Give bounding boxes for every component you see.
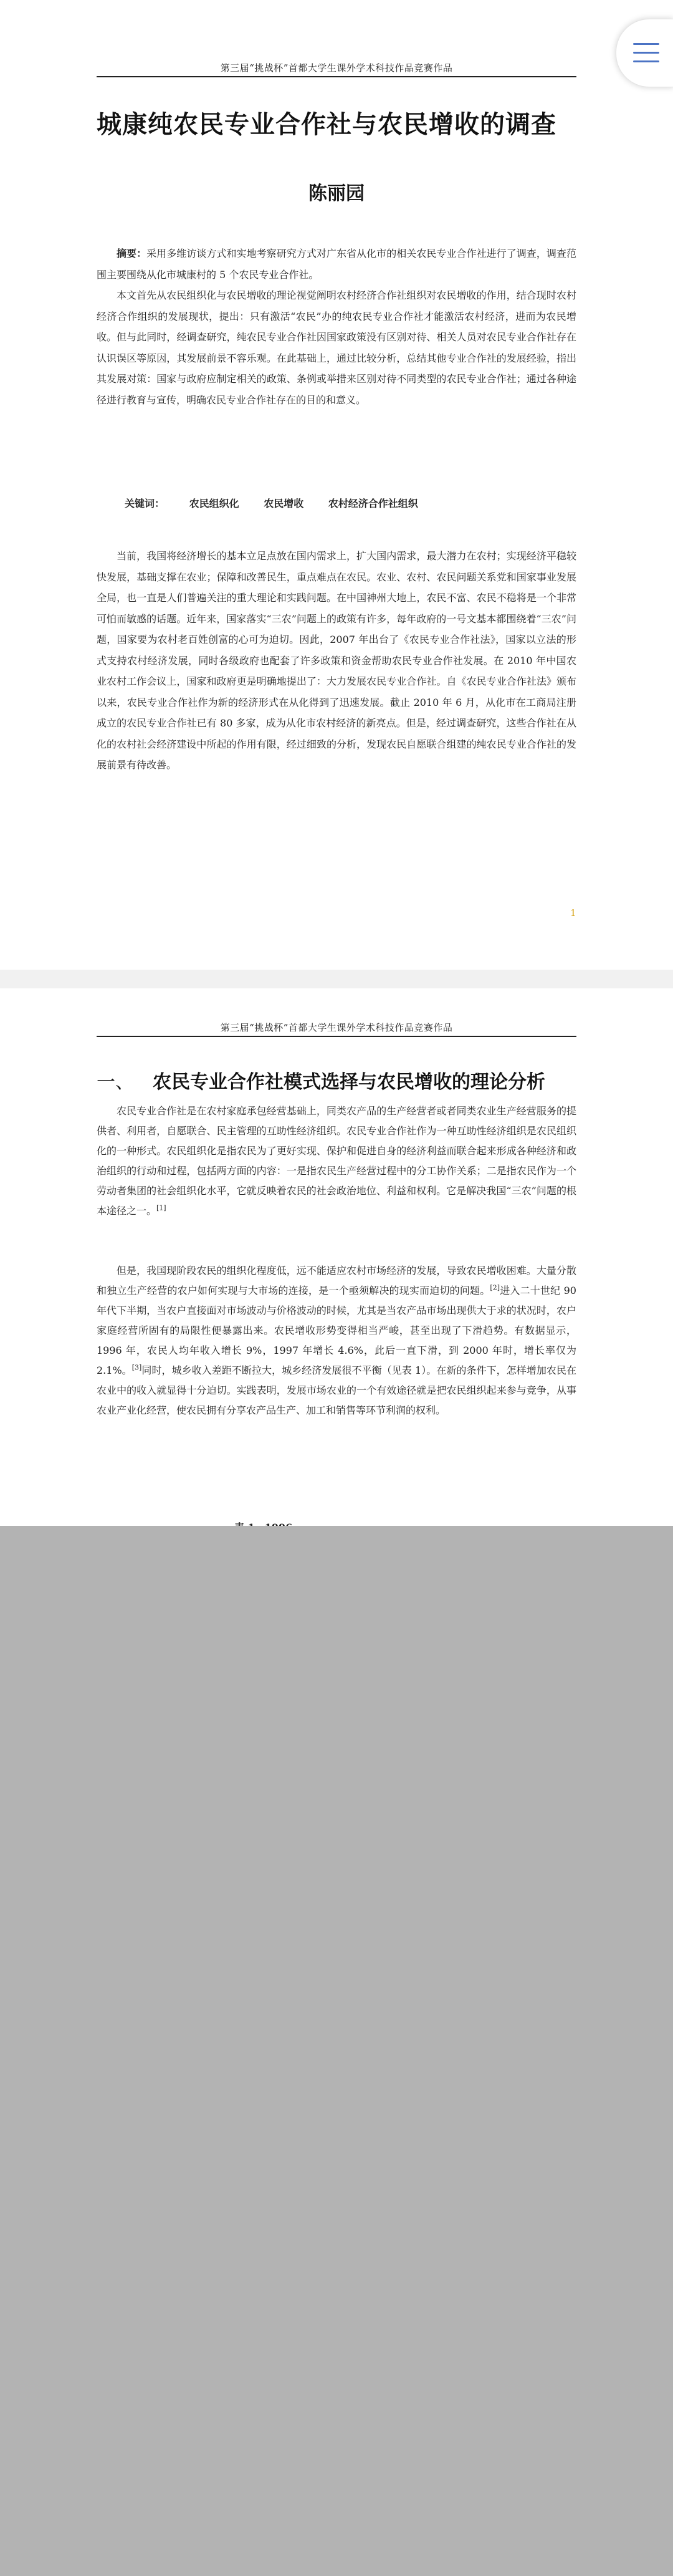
- keyword-item: 农村经济合作社组织: [328, 498, 418, 509]
- section-paragraph-text: 但是，我国现阶段农民的组织化程度低，远不能适应农村市场经济的发展，导致农民增收困难。大量分散和独立生产经营的农户如何实现与大市场的连接，是一个亟须解决的现实而迫切的问题。: [97, 1265, 576, 1296]
- abstract-label: 摘要：: [117, 248, 147, 259]
- unloaded-area: [0, 1526, 673, 2576]
- hamburger-menu-icon: [633, 43, 659, 63]
- section-paragraph: [97, 1101, 576, 1221]
- page-number: 1: [570, 907, 576, 919]
- abstract-paragraph: [97, 243, 576, 285]
- keyword-item: 农民组织化: [189, 498, 239, 509]
- citation-ref[interactable]: [1]: [156, 1204, 166, 1212]
- author-name: 陈丽园: [308, 183, 365, 205]
- section-number: 一、: [97, 1071, 134, 1093]
- section-paragraph-text: 进入二十世纪 90 年代下半期，当农户直接面对市场波动与价格波动的时候，尤其是当农产品市场出现供大于求的状况时，农户家庭经营所固有的局限性便暴露出来。农民增收形势变得相当严峻，甚至出现了下滑趋势。有数据显示，1996 年，农民人均年收入增长 9%，1997 年增长 4.6%，此后一直下滑，到 2000 年时，增长率仅为 2.1%。: [97, 1285, 576, 1376]
- section-title: 农民专业合作社模式选择与农民增收的理论分析: [153, 1071, 545, 1093]
- header-divider: [97, 1036, 576, 1037]
- citation-ref[interactable]: [3]: [131, 1363, 142, 1372]
- citation-ref[interactable]: [2]: [490, 1283, 500, 1292]
- body-paragraph: 当前，我国将经济增长的基本立足点放在国内需求上，扩大国内需求，最大潜力在农村；实现经济平稳较快发展，基础支撑在农业；保障和改善民生，重点难点在农民。农业、农村、农民问题关系党和国家事业发展全局，也一直是人们普遍关注的重大理论和实践问题。在中国神州大地上，农民不富、农民不稳将是一个非常可怕而敏感的话题。近年来，国家落实“三农”问题上的政策有许多，每年政府的一号文基本都围绕着“三农”问题，国家要为农村老百姓创富的心可为迫切。因此，2007 年出台了《农民专业合作社法》，国家以立法的形式支持农村经济发展，同时各级政府也配套了许多政策和资金帮助农民专业合作社发展。在 2010 年中国农业农村工作会议上，国家和政府更是明确地提出了：大力发展农民专业合作社。自《农民专业合作社法》颁布以来，农民专业合作社作为新的经济形式在从化得到了迅速发展。截止 2010 年 6 月，从化市在工商局注册成立的农民专业合作社已有 80 多家，成为从化市农村经济的新亮点。但是，经过调查研究，这些合作社在从化的农村社会经济建设中所起的作用有限，经过细致的分析，发现农民自愿联合组建的纯农民专业合作社的发展前景有待改善。: [97, 550, 576, 771]
- keyword-item: 农民增收: [264, 498, 304, 509]
- section-paragraph-text: 同时，城乡收入差距不断拉大，城乡经济发展很不平衡（见表 1）。在新的条件下，怎样增加农民在农业中的收入就显得十分迫切。实践表明，发展市场农业的一个有效途径就是把农民组织起来参与竞争，从事农业产业化经营，使农民拥有分享农产品生产、加工和销售等环节利润的权利。: [97, 1364, 576, 1416]
- section-paragraph: [97, 1261, 576, 1421]
- document-title: 城康纯农民专业合作社与农民增收的调查: [97, 110, 556, 139]
- section-heading: [97, 1066, 576, 1094]
- document-page-1: [0, 0, 673, 970]
- page-header: 第三届“挑战杯”首都大学生课外学术科技作品竞赛作品: [220, 1022, 453, 1033]
- intro-paragraph: 本文首先从农民组织化与农民增收的理论视觉阐明农村经济合作社组织对农民增收的作用，结合现时农村经济合作组织的发展现状，提出：只有激活“农民”办的纯农民专业合作社才能激活农村经济，进而为农民增收。但与此同时，经调查研究，纯农民专业合作社因国家政策没有区别对待、相关人员对农民专业合作社存在认识误区等原因，其发展前景不容乐观。在此基础上，通过比较分析，总结其他专业合作社的发展经验，指出其发展对策：国家与政府应制定相关的政策、条例或举措来区别对待不同类型的农民专业合作社；通过各种途径进行教育与宣传，明确农民专业合作社存在的目的和意义。: [97, 289, 576, 406]
- header-divider: [97, 76, 576, 77]
- section-paragraph-text: 农民专业合作社是在农村家庭承包经营基础上，同类农产品的生产经营者或者同类农业生产经营服务的提供者、利用者，自愿联合、民主管理的互助性经济组织。农民专业合作社作为一种互助性经济组织是农民组织化的一种形式。农民组织化是指农民为了更好实现、保护和促进自身的经济利益而联合起来形成各种经济和政治组织的行动和过程，包括两方面的内容：一是指农民生产经营过程中的分工协作关系；二是指农民作为一个劳动者集团的社会组织化水平，它就反映着农民的社会政治地位、利益和权利。它是解决我国“三农”问题的根本途径之一。: [97, 1105, 576, 1217]
- page-header: 第三届“挑战杯”首都大学生课外学术科技作品竞赛作品: [220, 62, 453, 74]
- abstract-text: 采用多维访谈方式和实地考察研究方式对广东省从化市的相关农民专业合作社进行了调查，调查范围主要围绕从化市城康村的 5 个农民专业合作社。: [97, 248, 576, 281]
- keywords-row: [125, 496, 439, 510]
- keywords-label: 关键词：: [125, 498, 165, 509]
